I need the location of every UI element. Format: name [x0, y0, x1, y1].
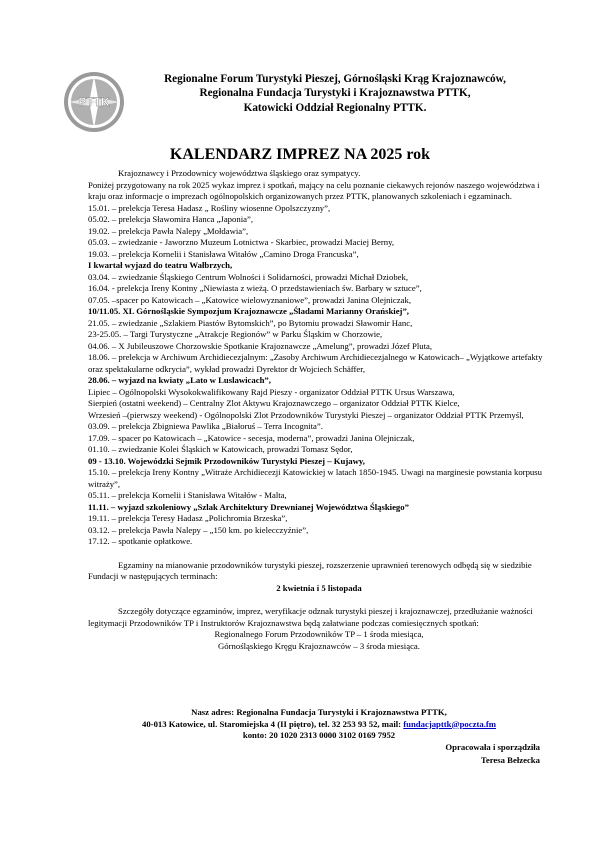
exam-dates: 2 kwietnia i 5 listopada: [276, 582, 362, 593]
details-text: Szczegóły dotyczące egzaminów, imprez, weryfikacje odznak turystyki pieszej i krajoznawczej, przedłużanie ważności legitymacji Przodowników TP i Instruktorów Krajoznawstwa będą załatwiane podczas comiesięcznych spotkań:: [88, 606, 533, 628]
event-item: 15.01. – prelekcja Teresa Hadasz „ Rośliny wiosenne Opolszczyzny”,: [88, 202, 331, 213]
signature-line-2: Teresa Bełzecka: [480, 755, 540, 765]
event-item: 05.02. – prelekcja Sławomira Hanca „Japonia”,: [88, 214, 253, 224]
exams-text: Egzaminy na mianowanie przodowników turystyki pieszej, rozszerzenie uprawnień terenowych odbędą się w siedzibie Fundacji w następujących terminach:: [88, 559, 532, 581]
event-item: 05.11. – prelekcja Kornelii i Stanisława Witałów - Malta,: [88, 490, 287, 500]
event-item: 10/11.05. XL Górnośląskie Sympozjum Krajoznawcze „Śladami Marianny Orańskiej”,: [88, 306, 409, 316]
footer-address: [88, 707, 550, 742]
event-item: 03.04. – zwiedzanie Śląskiego Centrum Wolności i Solidarności, prowadzi Michał Dziobek,: [88, 271, 409, 282]
event-item: 18.06. – prelekcja w Archiwum Archidiecezjalnym: „Zasoby Archiwum Archidiecezjalnego w Katowicach– „Wyjątkowe artefakty oraz spektakularne odkrycia”, wykład prowadzi Dyrektor dr Wojciech Schäffer,: [88, 352, 543, 374]
event-item: 01.10. – zwiedzanie Kolei Śląskich w Katowicach, prowadzi Tomasz Sędor,: [88, 444, 353, 454]
footer-address-text: 40-013 Katowice, ul. Staromiejska 4 (II piętro), tel. 32 253 93 52, mail:: [141, 718, 404, 729]
greeting: Krajoznawcy i Przodownicy województwa śląskiego oraz sympatycy.: [118, 168, 361, 178]
event-item: 23-25.05. – Targi Turystyczne „Atrakcje Regionów” w Parku Śląskim w Chorzowie,: [88, 329, 383, 339]
signature: [445, 741, 540, 767]
event-item: 21.05. – zwiedzanie „Szlakiem Piastów Bytomskich”, po Bytomiu prowadzi Sławomir Hanc,: [88, 317, 413, 328]
footer-line-2: [88, 719, 550, 731]
event-item: I kwartał wyjazd do teatru Wałbrzych,: [88, 260, 233, 270]
email-link[interactable]: fundacjapttk@poczta.fm: [403, 718, 497, 729]
event-item: 09 - 13.10. Wojewódzki Sejmik Przodowników Turystyki Pieszej – Kujawy,: [88, 455, 365, 466]
event-item: 03.12. – prelekcja Pawła Nalepy – „150 km. po kielecczyźnie”,: [88, 524, 309, 535]
footer-line-1: Nasz adres: Regionalna Fundacja Turystyki i Krajoznawstwa PTTK,: [191, 707, 447, 717]
event-item: 11.11. – wyjazd szkoleniowy „Szlak Architektury Drewnianej Województwa Śląskiego”: [88, 501, 409, 512]
event-item: 03.09. – prelekcja Zbigniewa Pawlika „Białoruś – Terra Incognita”.: [88, 421, 323, 431]
events-list: [88, 203, 550, 548]
event-item: 19.11. – prelekcja Teresy Hadasz „Polichromia Brzeska”,: [88, 513, 288, 523]
footer-line-3: konto: 20 1020 2313 0000 3102 0169 7952: [242, 730, 396, 740]
header-line-1: Regionalne Forum Turystyki Pieszej, Górnośląski Krąg Krajoznawców,: [164, 73, 506, 85]
pttk-logo: [62, 70, 126, 134]
event-item: 15.10. – prelekcja Ireny Kontny „Witraże Archidiecezji Katowickiej w latach 1850-1945. Uwagi na marginesie powstania korpusu witraży”,: [88, 467, 542, 489]
header: [130, 72, 540, 115]
event-item: Sierpień (ostatni weekend) – Centralny Zlot Aktywu Krajoznawczego – organizator Oddział PTTK Kielce,: [88, 398, 460, 408]
event-item: 05.03. – zwiedzanie - Jaworzno Muzeum Lotnictwa - Skarbiec, prowadzi Maciej Berny,: [88, 237, 395, 247]
event-item: 07.05. –spacer po Katowicach – „Katowice wielowyznaniowe”, prowadzi Janina Olejniczak,: [88, 294, 412, 305]
meeting-2: Górnośląskiego Kręgu Krajoznawców – 3 środa miesiąca.: [218, 640, 420, 651]
signature-line-1: Opracowała i sporządziła: [445, 742, 540, 752]
header-line-3: Katowicki Oddział Regionalny PTTK.: [243, 101, 427, 114]
event-item: 17.12. – spotkanie opłatkowe.: [88, 536, 193, 546]
event-item: Lipiec – Ogólnopolski Wysokokwalifikowany Rajd Pieszy - organizator Oddział PTTK Ursus Warszawa,: [88, 386, 455, 397]
document-body: [88, 168, 550, 652]
logo-text: PTTK: [78, 95, 110, 109]
event-item: 19.03. – prelekcja Kornelii i Stanisława Witałów „Camino Droga Francuska”,: [88, 248, 359, 259]
event-item: 16.04. - prelekcja Ireny Kontny „Niewiasta z wieżą. O przedstawieniach św. Barbary w sztuce”,: [88, 283, 422, 293]
event-item: 04.06. – X Jubileuszowe Chorzowskie Spotkanie Krajoznawcze „Amelung”, prowadzi Józef Pluta,: [88, 340, 433, 351]
intro-text: Poniżej przygotowany na rok 2025 wykaz imprez i spotkań, mający na celu poznanie ciekawych rejonów naszego województwa i kraju oraz informacje o imprezach ogólnopolskich organizowanych przez PTTK, planowanych szkoleniach i egzaminach.: [88, 179, 540, 201]
event-item: 28.06. – wyjazd na kwiaty „Lato w Luslawicach”,: [88, 375, 271, 385]
page-title: KALENDARZ IMPREZ NA 2025 rok: [169, 146, 431, 163]
event-item: Wrzesień –(pierwszy weekend) - Ogólnopolski Zlot Przodowników Turystyki Pieszej – organizator Oddział PTTK Przemyśl,: [88, 409, 524, 420]
header-line-2: Regionalna Fundacja Turystyki i Krajoznawstwa PTTK,: [199, 87, 471, 100]
event-item: 19.02. – prelekcja Pawła Nalepy „Mołdawia”,: [88, 225, 249, 236]
event-item: 17.09. – spacer po Katowicach – „Katowice - secesja, moderna”, prowadzi Janina Olejniczak,: [88, 432, 415, 443]
meeting-1: Regionalnego Forum Przodowników TP – 1 środa miesiąca,: [214, 629, 424, 639]
